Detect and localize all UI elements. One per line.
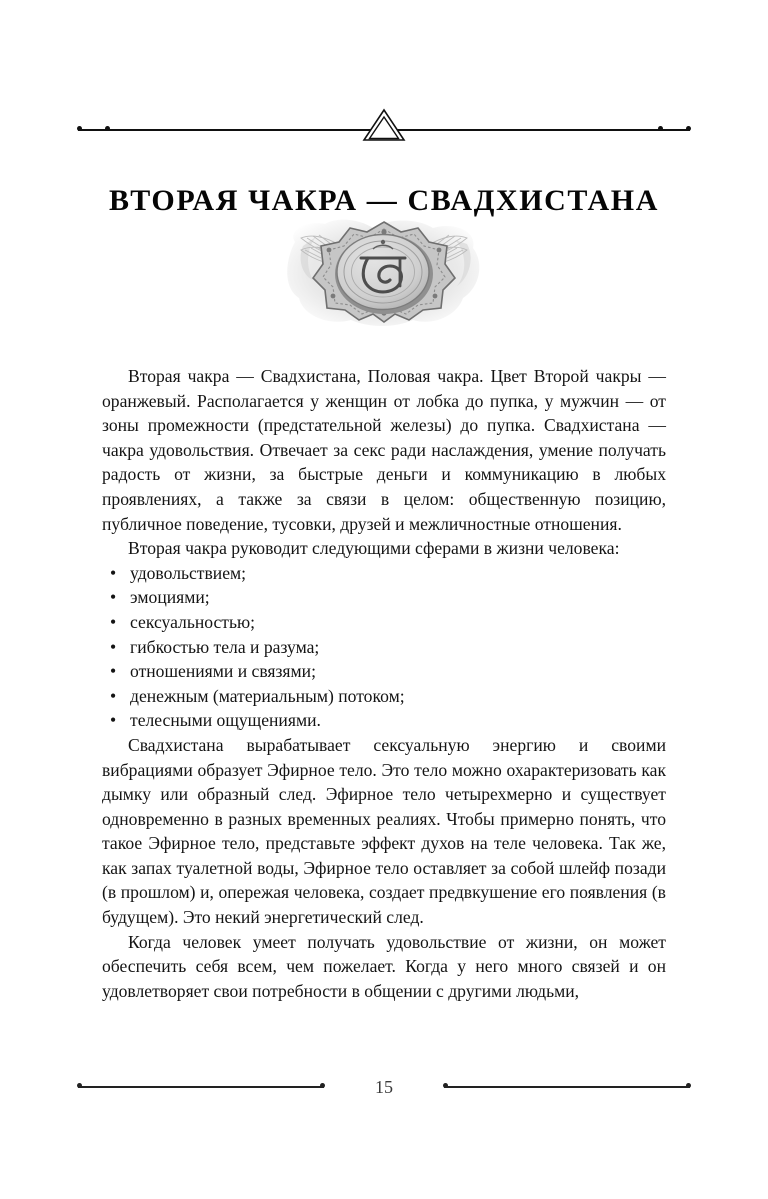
list-item — [102, 610, 666, 635]
list-item-label: телесными ощущениями. — [130, 710, 321, 731]
list-item — [102, 585, 666, 610]
page-title: ВТОРАЯ ЧАКРА — СВАДХИСТАНА — [108, 184, 659, 218]
list-item-label: отношениями и связями; — [130, 661, 316, 682]
paragraph-etheric-body: Свадхистана вырабатывает сексуальную энергию и своими вибрациями образует Эфирное тело. Это тело можно охарактеризовать как дымку или образный след. Эфирное тело четырехмерно и существует одновременно в разных временных реалиях. Чтобы примерно понять, что такое Эфирное тело, представьте эффект духов на теле человека. Так же, как запах туалетной воды, Эфирное тело оставляет за собой шлейф позади (в прошлом) и, опережая человека, создает предвкушение его появления (в будущем). Это некий энергетический след. — [102, 734, 666, 928]
list-item — [102, 561, 666, 586]
bullet-glyph: • — [110, 710, 117, 731]
bullet-glyph: • — [110, 587, 117, 608]
list-item-label: сексуальностью; — [130, 611, 256, 632]
header-rule-dot-right-outer — [686, 126, 691, 131]
header-rule-dot-left-inner — [105, 126, 110, 131]
list-item — [102, 635, 666, 660]
spheres-list — [102, 561, 666, 733]
bullet-glyph: • — [110, 562, 117, 583]
bullet-glyph: • — [110, 636, 117, 657]
list-item — [102, 708, 666, 733]
header-ornament — [78, 112, 690, 146]
svadhisthana-chakra-symbol — [277, 216, 491, 328]
list-item-label: гибкостью тела и разума; — [130, 636, 320, 657]
header-rule-dot-right-inner — [658, 126, 663, 131]
list-item — [102, 684, 666, 709]
bullet-glyph: • — [110, 685, 117, 706]
paragraph-pleasure: Когда человек умеет получать удовольствие от жизни, он может обеспечить себя всем, чем пожелает. Когда у него много связей и он удовлетворяет свои потребности в общении с другими людьми, — [102, 931, 666, 1001]
page-number: 15 — [375, 1077, 393, 1097]
list-item — [102, 659, 666, 684]
body-content — [102, 364, 666, 1003]
central-disc — [335, 234, 433, 314]
paragraph-intro: Вторая чакра — Свадхистана, Половая чакра. Цвет Второй чакры — оранжевый. Располагается у женщин от лобка до пупка, у мужчин — от зоны промежности (предстательной железы) до пупка. Свадхистана — чакра удовольствия. Отвечает за секс ради наслаждения, умение получать радость от жизни, за быстрые деньги и коммуникацию в любых проявлениях, а также за связи в целом: общественную позицию, публичное поведение, тусовки, друзей и межличностные отношения. — [102, 366, 666, 534]
list-item-label: удовольствием; — [130, 562, 247, 583]
bullet-glyph: • — [110, 661, 117, 682]
list-item-label: денежным (материальным) потоком; — [130, 685, 405, 706]
list-item-label: эмоциями; — [130, 587, 210, 608]
paragraph-list-lead-in: Вторая чакра руководит следующими сферами в жизни человека: — [128, 538, 620, 559]
header-rule-dot-left-outer — [77, 126, 82, 131]
triangle-ornament-icon — [362, 108, 406, 142]
bullet-glyph: • — [110, 611, 117, 632]
